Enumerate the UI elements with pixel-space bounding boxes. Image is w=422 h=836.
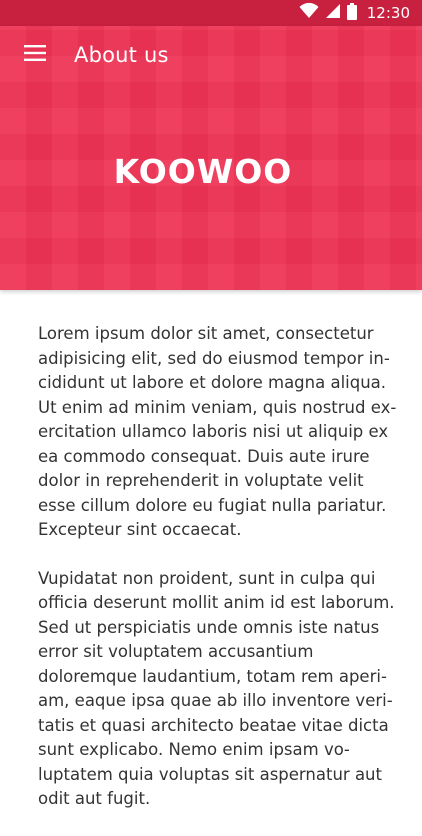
about-paragraph: Lorem ipsum dolor sit amet, consectetur adipisicing elit, sed do eiusmod tempor incididunt ut labore et dolore magna aliqua. Ut enim ad minim veniam, quis nostrud exercitation ullamco laboris nisi ut aliquip ex ea commodo consequat. Duis aute irure dolor in reprehenderit in voluptate velit esse cillum dolore eu fugiat nulla pariatur. Excepteur sint occaecat. <box>38 324 397 539</box>
status-time: 12:30 <box>366 4 410 22</box>
battery-icon <box>347 3 357 24</box>
menu-button[interactable] <box>0 26 70 84</box>
status-icons <box>299 0 410 26</box>
brand-logo: KOOWOO <box>113 152 293 191</box>
hamburger-menu-icon <box>24 45 46 65</box>
about-paragraph: Vupidatat non proident, sunt in culpa qui officia deserunt mollit anim id est laborum. Sed ut perspiciatis unde omnis iste natus error sit voluptatem accusantium doloremque laudantium, totam rem aperiam, eaque ipsa quae ab illo inventore veritatis et quasi architecto beatae vitae dicta sunt explicabo. Nemo enim ipsam voluptatem quia voluptas sit aspernatur aut odit aut fugit. <box>38 568 395 808</box>
wifi-icon <box>299 3 319 23</box>
signal-icon <box>325 3 341 23</box>
toolbar <box>0 26 422 84</box>
about-content <box>38 322 398 836</box>
page-title: About us <box>74 43 169 67</box>
status-bar <box>0 0 422 26</box>
hero-header <box>0 26 422 290</box>
